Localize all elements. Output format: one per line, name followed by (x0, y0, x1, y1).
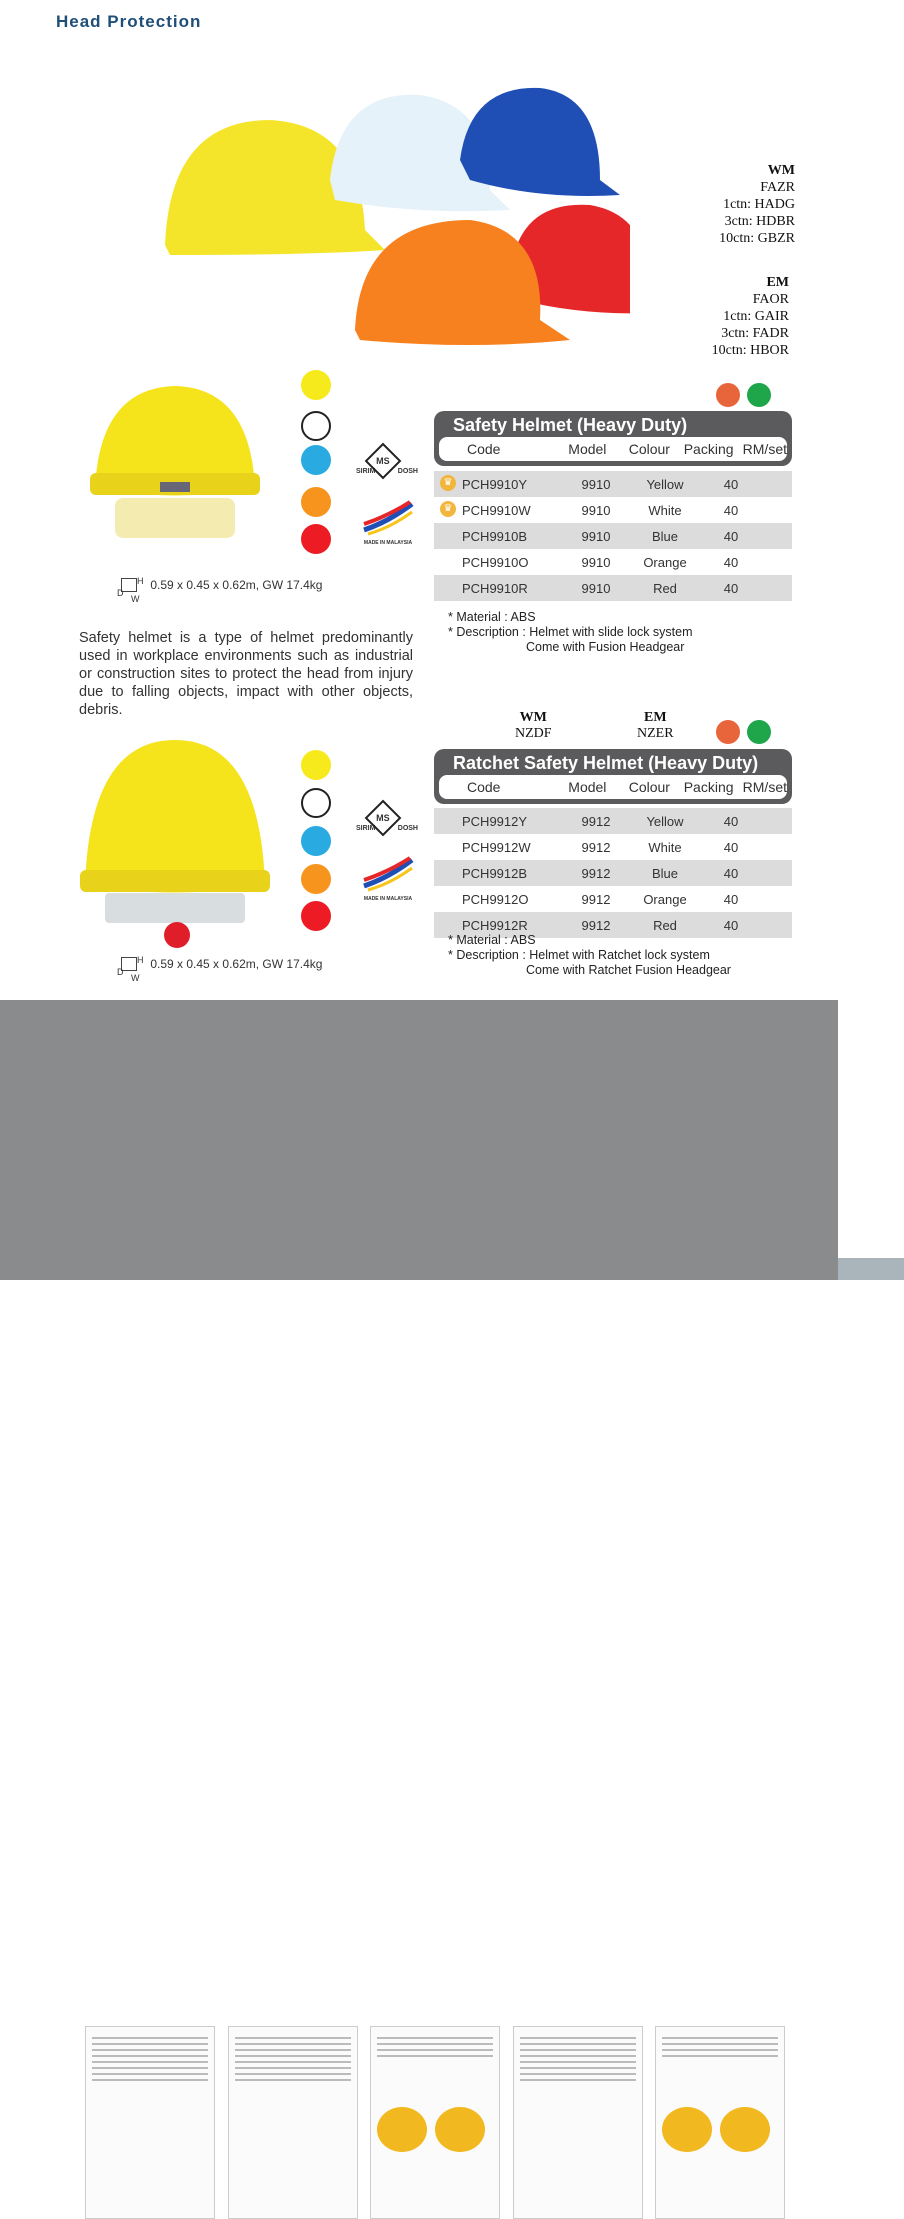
table-row: PCH9910O 9910 Orange 40 (462, 554, 739, 570)
corner-tab (838, 1258, 904, 1280)
table-row: PCH9910B 9910 Blue 40 (434, 523, 792, 549)
box-icon: D H W (117, 955, 144, 983)
table-row: ♛ PCH9910W 9910 White 40 (434, 497, 792, 523)
crown-icon: ♛ (440, 475, 456, 491)
page-title: Head Protection (56, 12, 202, 31)
swatch-yellow (301, 750, 331, 780)
carton-dimensions-1: D H W 0.59 x 0.45 x 0.62m, GW 17.4kg (117, 576, 323, 604)
product-table-1: Safety Helmet (Heavy Duty) Code Model Colour Packing RM/set ♛ PCH9910Y 9910 Yellow 40 ♛ PCH9910W 9910 White 40 PCH9910B 9910 Blue 40 PCH9910O 9910 Orange 40 PCH9910R 9910 Red 40 (434, 411, 792, 601)
swatch-red (301, 901, 331, 931)
eco-badge-icon (747, 383, 771, 407)
table-row: PCH9910R 9910 Red 40 (434, 575, 792, 601)
certificate-page (655, 2026, 785, 2219)
made-in-malaysia-logo: MADE IN MALAYSIA (360, 856, 416, 902)
certificate-page (370, 2026, 500, 2219)
swatch-red (301, 524, 331, 554)
table-title: Ratchet Safety Helmet (Heavy Duty) (453, 753, 759, 773)
swatch-yellow (301, 370, 331, 400)
made-in-malaysia-logo: MADE IN MALAYSIA (360, 500, 416, 546)
sirim-ms-dosh-logo: MS SIRIM DOSH (356, 805, 418, 832)
certificate-page (513, 2026, 643, 2219)
thumbs-up-icon (716, 383, 740, 407)
swatch-orange (301, 864, 331, 894)
box-icon: D H W (117, 576, 144, 604)
product-description: Safety helmet is a type of helmet predominantly used in workplace environments such as industrial or construction sites to protect the head from injury due to falling objects, impact with other objects, debris. (79, 630, 413, 718)
em-codes-2: EM NZER (637, 710, 674, 741)
wm-codes-2: WM NZDF (515, 710, 552, 741)
crown-icon: ♛ (440, 501, 456, 517)
table-row: PCH9912W 9912 White 40 (462, 839, 739, 855)
wm-codes: WM FAZR 1ctn: HADG 3ctn: HDBR 10ctn: GBZR (719, 163, 795, 246)
swatch-white (301, 411, 331, 441)
table-row: ♛ PCH9910Y 9910 Yellow 40 (434, 471, 792, 497)
swatch-blue (301, 445, 331, 475)
product-table-2: Ratchet Safety Helmet (Heavy Duty) Code Model Colour Packing RM/set PCH9912Y 9912 Yellow 40 PCH9912W 9912 White 40 PCH9912B 9912 Blue 40 PCH9912O 9912 Orange 40 PCH9912R 9912 Red 40 (434, 749, 792, 938)
table-row: PCH9912R 9912 Red 40 (434, 912, 792, 938)
certificate-page (228, 2026, 358, 2219)
table-row: PCH9912O 9912 Orange 40 (462, 891, 739, 907)
sirim-ms-dosh-logo: MS SIRIM DOSH (356, 448, 418, 475)
thumbs-up-icon (716, 720, 740, 744)
helmet-blue (460, 88, 620, 196)
helmet-group-image (150, 80, 630, 380)
table-row: PCH9912Y 9912 Yellow 40 (434, 808, 792, 834)
carton-dimensions-2: D H W 0.59 x 0.45 x 0.62m, GW 17.4kg (117, 955, 323, 983)
swatch-orange (301, 487, 331, 517)
certificate-page (85, 2026, 215, 2219)
helmet-ratchet-image (75, 735, 275, 950)
product-notes-1: * Material : ABS * Description : Helmet with slide lock system Come with Fusion Headgear (448, 610, 693, 654)
table-title: Safety Helmet (Heavy Duty) (453, 415, 688, 435)
swatch-white (301, 788, 331, 818)
eco-badge-icon (747, 720, 771, 744)
table-row: PCH9912B 9912 Blue 40 (434, 860, 792, 886)
product-notes-2: * Material : ABS * Description : Helmet with Ratchet lock system Come with Ratchet Fusion Headgear (448, 933, 731, 977)
helmet-slide-lock-image (75, 378, 275, 568)
swatch-blue (301, 826, 331, 856)
certificates-band (0, 1000, 838, 1280)
em-codes: EM FAOR 1ctn: GAIR 3ctn: FADR 10ctn: HBOR (711, 275, 789, 358)
